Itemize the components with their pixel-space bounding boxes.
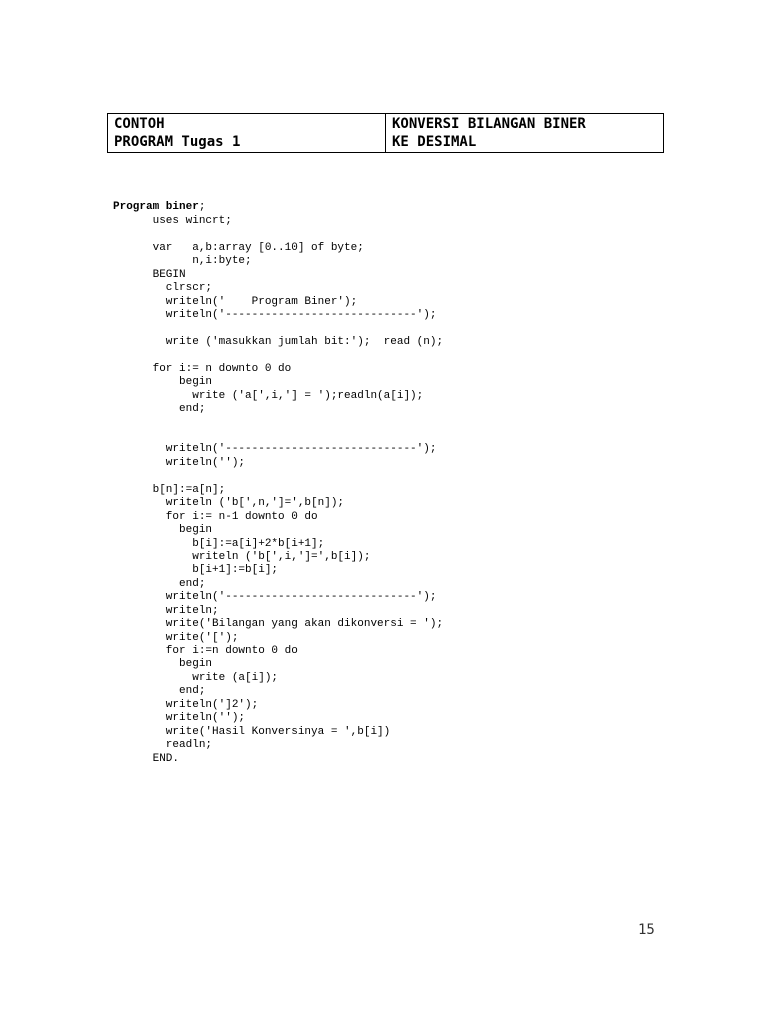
code-line: uses wincrt;: [113, 215, 232, 227]
code-line: writeln('-----------------------------');: [113, 309, 437, 322]
code-line: for i:= n downto 0 do: [113, 362, 292, 375]
code-line: writeln('-----------------------------');: [113, 591, 437, 604]
program-keyword: Program biner: [113, 201, 199, 213]
code-line: write ('masukkan jumlah bit:'); read (n);: [113, 335, 444, 348]
code-line: readln;: [113, 739, 213, 752]
header-right-line: KE DESIMAL: [392, 134, 477, 150]
program-title: [113, 201, 205, 214]
code-line: b[n]:=a[n];: [113, 483, 226, 496]
header-left-cell: [108, 114, 386, 152]
code-line: [113, 349, 443, 362]
code-line: write('Bilangan yang akan dikonversi = ');: [113, 618, 444, 631]
code-line: write('[');: [113, 631, 239, 644]
code-line: writeln('-----------------------------');: [113, 443, 437, 456]
code-line: for i:=n downto 0 do: [113, 645, 298, 657]
code-line: begin: [113, 524, 213, 537]
code-line: [113, 228, 443, 241]
code-line: write ('a[',i,'] = ');readln(a[i]);: [113, 389, 424, 402]
code-line: [113, 430, 443, 443]
code-line: writeln ('b[',i,']=',b[i]);: [113, 550, 371, 563]
code-line: write (a[i]);: [113, 671, 279, 684]
header-right-cell: [386, 114, 663, 152]
header-left-line: CONTOH: [114, 116, 165, 132]
code-line: end;: [113, 685, 206, 698]
code-line: writeln(']2');: [113, 698, 259, 711]
code-line: writeln('');: [113, 456, 246, 469]
header-table: [107, 113, 664, 153]
code-line: BEGIN: [113, 268, 186, 281]
code-line: END.: [113, 752, 180, 765]
code-line: end;: [113, 403, 206, 416]
code-line: b[i+1]:=b[i];: [113, 564, 279, 577]
page-number: 15: [638, 922, 655, 938]
code-line: [113, 470, 443, 483]
code-block: [113, 215, 443, 766]
code-line: n,i:byte;: [113, 255, 252, 268]
code-line: b[i]:=a[i]+2*b[i+1];: [113, 537, 325, 550]
code-line: var a,b:array [0..10] of byte;: [113, 241, 364, 254]
header-right-line: KONVERSI BILANGAN BINER: [392, 116, 586, 132]
code-line: write('Hasil Konversinya = ',b[i]): [113, 725, 391, 738]
code-line: writeln('');: [113, 712, 246, 725]
code-line: for i:= n-1 downto 0 do: [113, 510, 318, 523]
code-line: clrscr;: [113, 282, 213, 295]
code-line: end;: [113, 577, 206, 590]
code-line: [113, 417, 443, 430]
code-line: writeln(' Program Biner');: [113, 295, 358, 308]
program-terminator: ;: [198, 201, 206, 213]
header-left-line: PROGRAM Tugas 1: [114, 134, 241, 150]
code-line: begin: [113, 658, 213, 671]
code-line: [113, 323, 443, 336]
code-line: writeln ('b[',n,']=',b[n]);: [113, 497, 345, 510]
code-line: writeln;: [113, 604, 219, 617]
code-line: begin: [113, 376, 213, 389]
